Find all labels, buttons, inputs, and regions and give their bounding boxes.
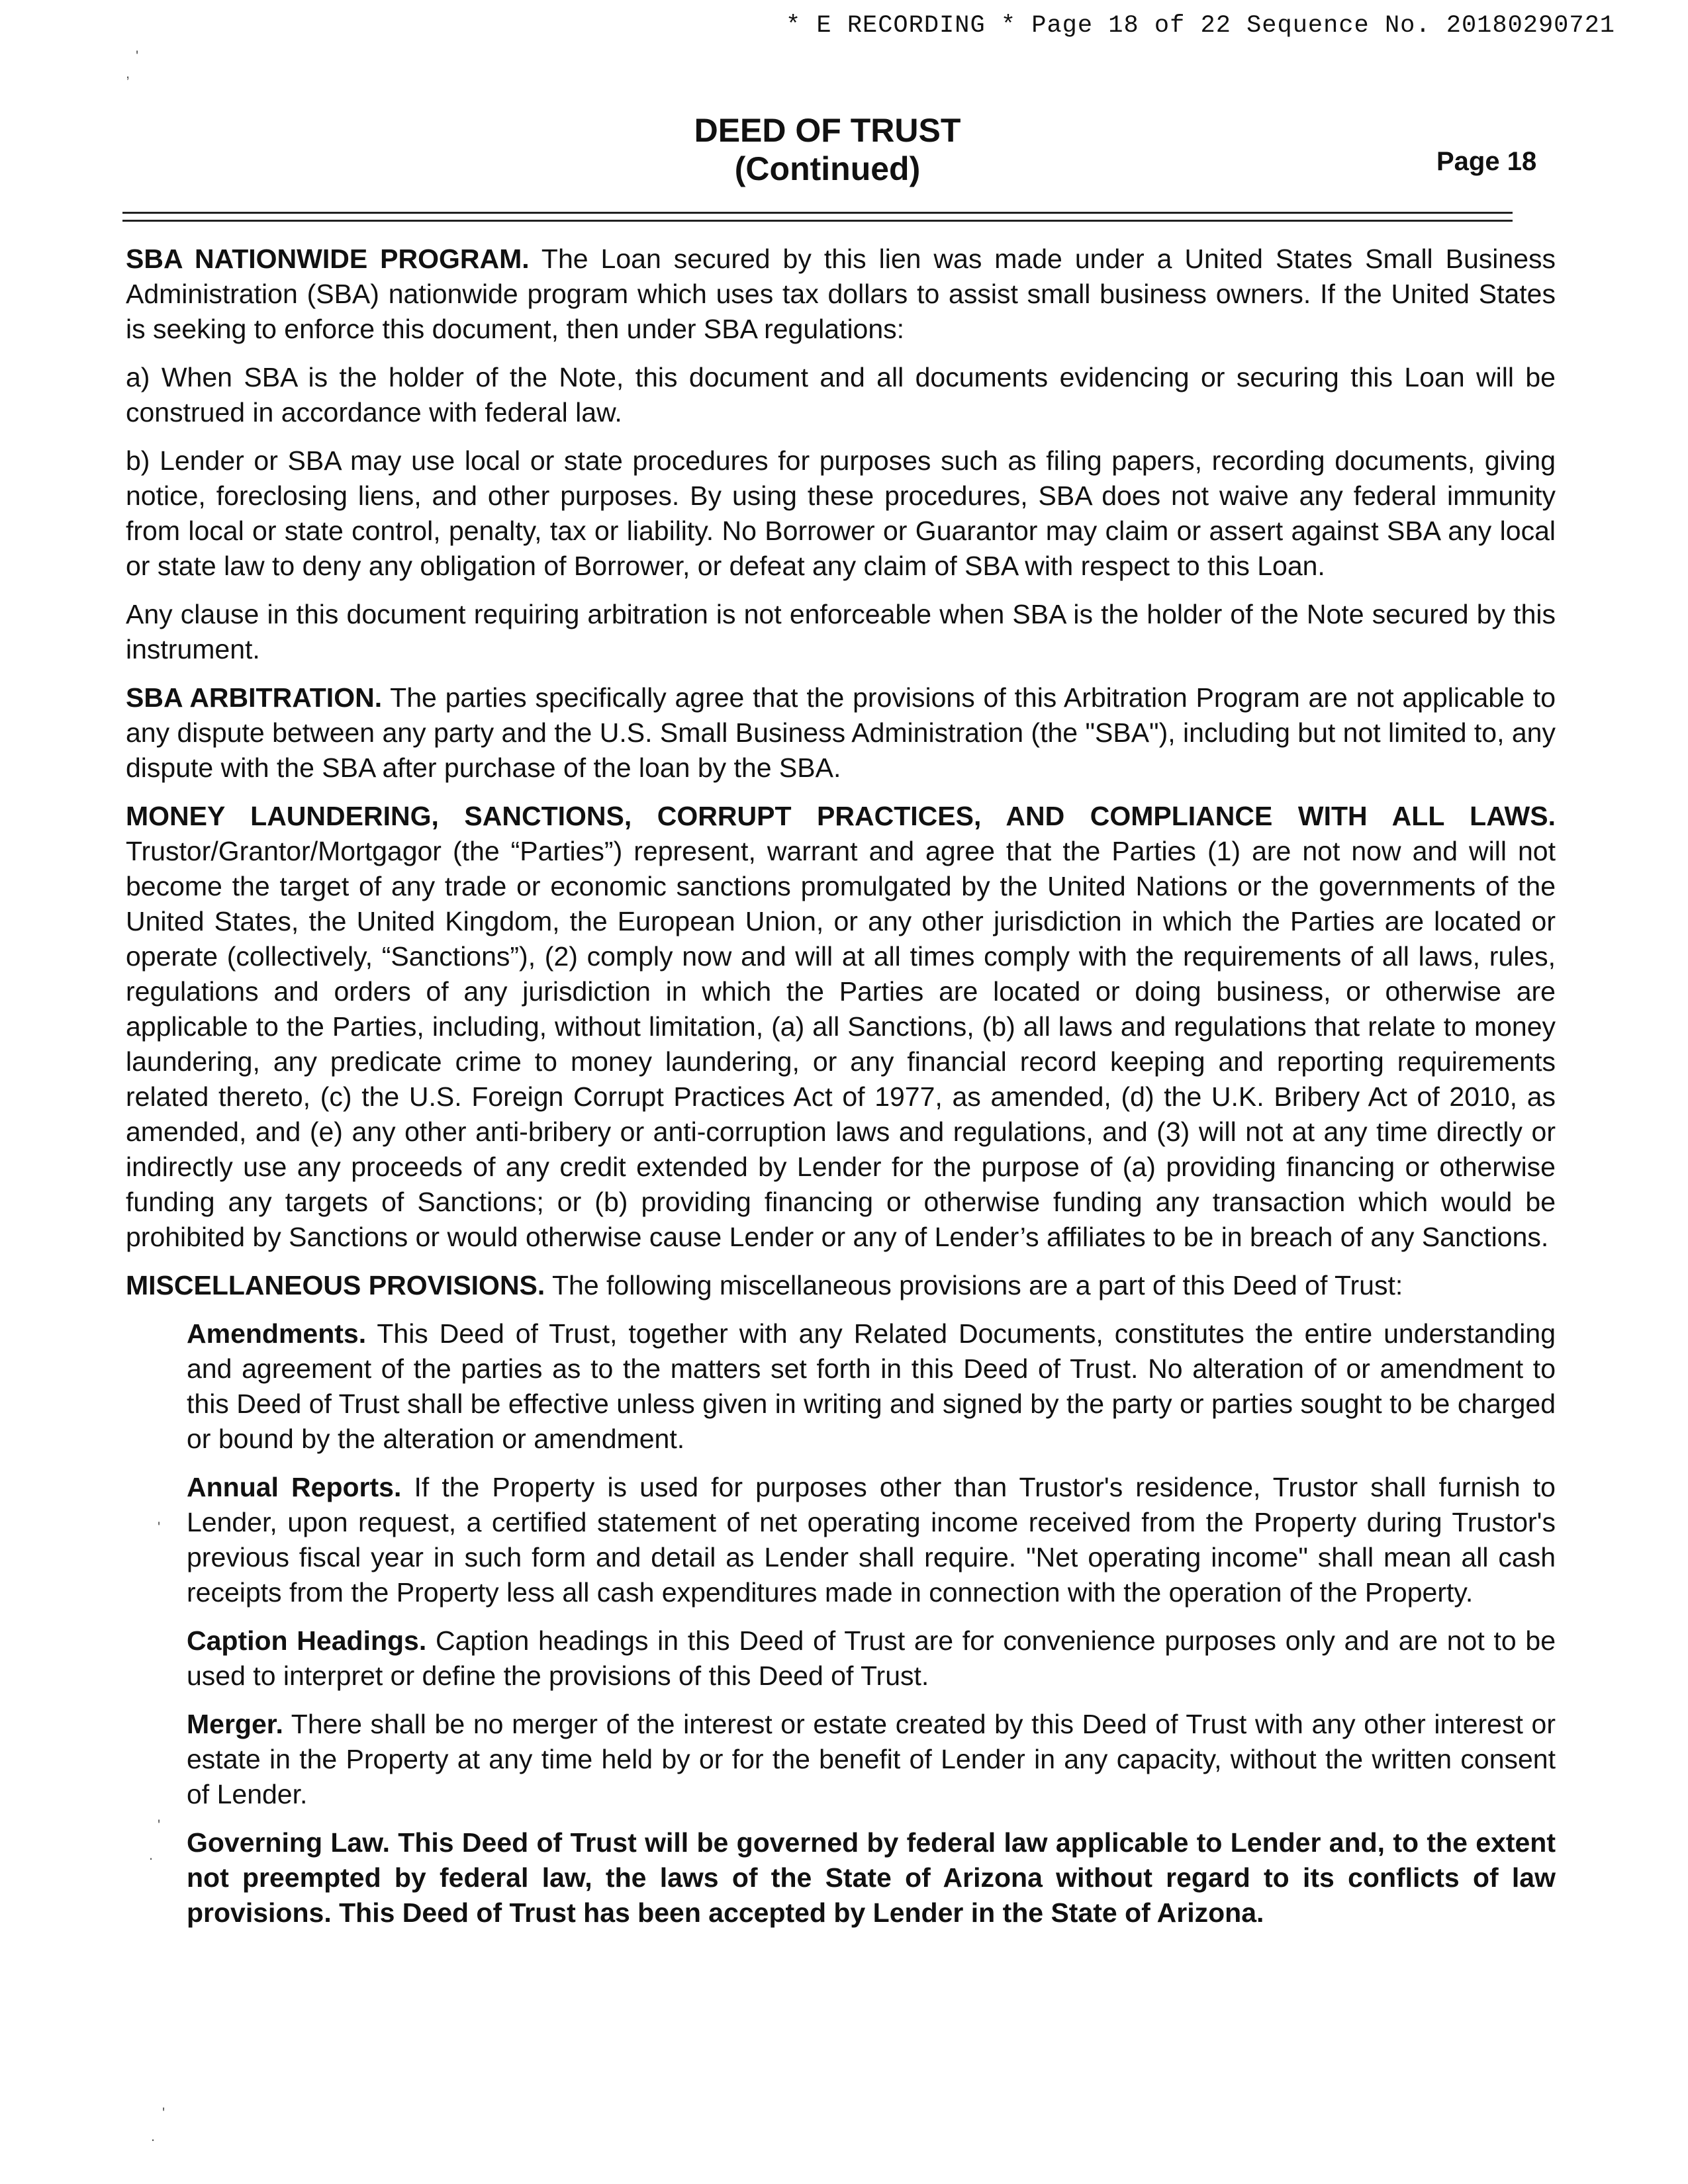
- money-laundering-heading: MONEY LAUNDERING, SANCTIONS, CORRUPT PRACTICES, AND COMPLIANCE WITH ALL LAWS.: [126, 801, 1556, 831]
- scan-speck: ': [158, 1817, 161, 1833]
- annual-reports-heading: Annual Reports.: [187, 1472, 402, 1502]
- sba-nationwide-heading: SBA NATIONWIDE PROGRAM.: [126, 244, 530, 274]
- scan-speck: ,: [126, 65, 130, 81]
- page-number: Page 18: [1436, 147, 1537, 176]
- caption-headings-text: Caption headings in this Deed of Trust are for convenience purposes only and are not to be used to interpret or define the provisions of this Deed of Trust.: [187, 1625, 1556, 1691]
- governing-law-text: This Deed of Trust will be governed by federal law applicable to Lender and, to the extent not preempted by federal law, the laws of the State of Arizona without regard to its conflicts of law provisions. This Deed of Trust has been accepted by Lender in the State of Arizona.: [187, 1827, 1556, 1928]
- scan-speck: .: [149, 1846, 154, 1863]
- sba-nationwide-text: The Loan secured by this lien was made under a United States Small Business Administration (SBA) nationwide program which uses tax dollars to assist small business owners. If the United States is seeking to enforce this document, then under SBA regulations:: [126, 244, 1556, 344]
- misc-provisions-text: The following miscellaneous provisions are a part of this Deed of Trust:: [551, 1270, 1403, 1300]
- amendments-text: This Deed of Trust, together with any Related Documents, constitutes the entire understanding and agreement of the parties as to the matters set forth in this Deed of Trust. No alteration of or amendment to this Deed of Trust shall be effective unless given in writing and signed by the party or parties sought to be charged or bound by the alteration or amendment.: [187, 1318, 1556, 1454]
- annual-reports-paragraph: [126, 1470, 1556, 1610]
- amendments-paragraph: [126, 1316, 1556, 1457]
- merger-paragraph: [126, 1707, 1556, 1812]
- sba-item-a: a) When SBA is the holder of the Note, this document and all documents evidencing or securing this Loan will be construed in accordance with federal law.: [126, 362, 1556, 428]
- document-title: [629, 111, 1026, 188]
- header-rule-bottom: [122, 220, 1513, 222]
- arbitration-clause: Any clause in this document requiring arbitration is not enforceable when SBA is the holder of the Note secured by this instrument.: [126, 599, 1556, 664]
- title-line-2: (Continued): [734, 150, 921, 187]
- governing-law-paragraph: [126, 1825, 1556, 1931]
- sba-arbitration-text: The parties specifically agree that the provisions of this Arbitration Program are not applicable to any dispute between any party and the U.S. Small Business Administration (the "SBA"), including but not limited to, any dispute with the SBA after purchase of the loan by the SBA.: [126, 682, 1556, 783]
- scan-speck: ': [158, 1519, 161, 1535]
- merger-text: There shall be no merger of the interest or estate created by this Deed of Trust with any other interest or estate in the Property at any time held by or for the benefit of Lender in any capacity, without the written consent of Lender.: [187, 1709, 1556, 1809]
- sba-item-b: b) Lender or SBA may use local or state procedures for purposes such as filing papers, recording documents, giving notice, foreclosing liens, and other purposes. By using these procedures, SBA does not waive any federal immunity from local or state control, penalty, tax or liability. No Borrower or Guarantor may claim or assert against SBA any local or state law to deny any obligation of Borrower, or defeat any claim of SBA with respect to this Loan.: [126, 445, 1556, 581]
- scan-speck: ': [162, 2105, 165, 2121]
- title-line-1: DEED OF TRUST: [694, 112, 961, 149]
- recording-stamp: * E RECORDING * Page 18 of 22 Sequence No. 20180290721: [786, 12, 1615, 40]
- document-body: [126, 242, 1556, 1944]
- scan-speck: .: [151, 2128, 156, 2144]
- scan-speck: ': [136, 48, 139, 64]
- caption-headings-paragraph: [126, 1623, 1556, 1694]
- caption-headings-heading: Caption Headings.: [187, 1625, 427, 1656]
- header-rule-top: [122, 212, 1513, 214]
- misc-provisions-paragraph: [126, 1268, 1556, 1303]
- sba-arbitration-paragraph: [126, 680, 1556, 786]
- money-laundering-text: Trustor/Grantor/Mortgagor (the “Parties”) represent, warrant and agree that the Parties (1) are not now and will not become the target of any trade or economic sanctions promulgated by the United Nations or the governments of the United States, the United Kingdom, the European Union, or any other jurisdiction in which the Parties are located or operate (collectively, “Sanctions”), (2) comply now and will at all times comply with the requirements of all laws, rules, regulations and orders of any jurisdiction in which the Parties are located or doing business, or otherwise are applicable to the Parties, including, without limitation, (a) all Sanctions, (b) all laws and regulations that relate to money laundering, any predicate crime to money laundering, or any financial record keeping and reporting requirements related thereto, (c) the U.S. Foreign Corrupt Practices Act of 1977, as amended, (d) the U.K. Bribery Act of 2010, as amended, and (e) any other anti-bribery or anti-corruption laws and regulations, and (3) will not at any time directly or indirectly use any proceeds of any credit extended by Lender for the purpose of (a) providing financing or otherwise funding any targets of Sanctions; or (b) providing financing or otherwise funding any transaction which would be prohibited by Sanctions or would otherwise cause Lender or any of Lender’s affiliates to be in breach of any Sanctions.: [126, 836, 1556, 1252]
- amendments-heading: Amendments.: [187, 1318, 367, 1349]
- misc-provisions-heading: MISCELLANEOUS PROVISIONS.: [126, 1270, 545, 1300]
- merger-heading: Merger.: [187, 1709, 283, 1739]
- sba-nationwide-paragraph: [126, 242, 1556, 347]
- annual-reports-text: If the Property is used for purposes other than Trustor's residence, Trustor shall furnish to Lender, upon request, a certified statement of net operating income received from the Property during Trustor's previous fiscal year in such form and detail as Lender shall require. "Net operating income" shall mean all cash receipts from the Property less all cash expenditures made in connection with the operation of the Property.: [187, 1472, 1556, 1608]
- money-laundering-paragraph: [126, 799, 1556, 1255]
- governing-law-heading: Governing Law.: [187, 1827, 390, 1858]
- sba-arbitration-heading: SBA ARBITRATION.: [126, 682, 383, 713]
